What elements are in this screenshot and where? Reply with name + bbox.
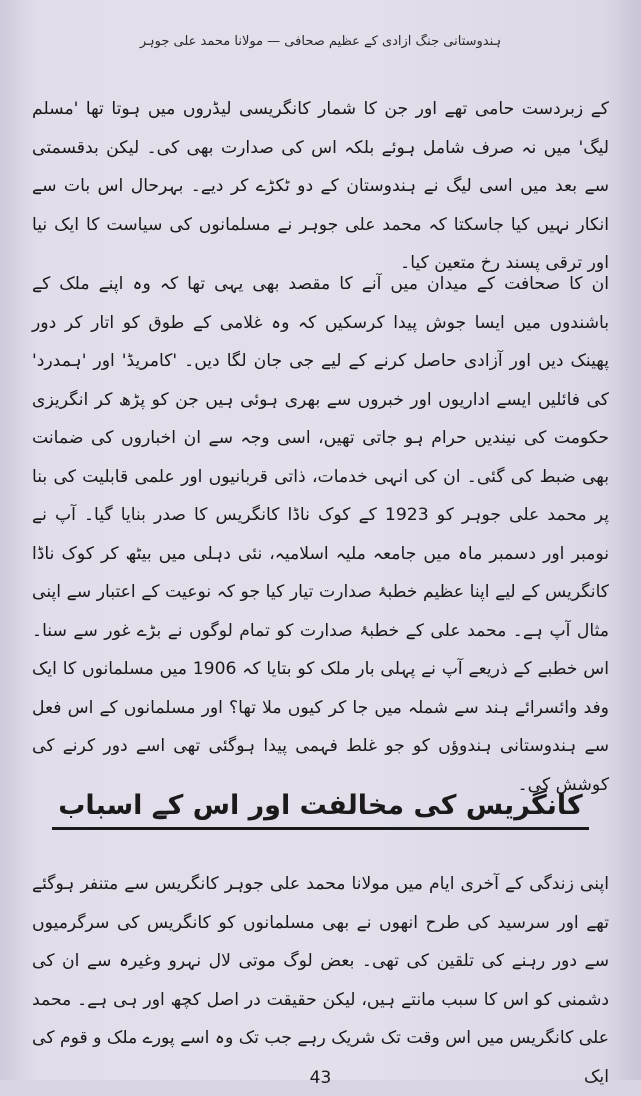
running-header: ہندوستانی جنگ آزادی کے عظیم صحافی — مولانا محمد علی جوہر bbox=[139, 34, 502, 49]
paragraph-2: ان کا صحافت کے میدان میں آنے کا مقصد بھی یہی تھا کہ وہ اپنے ملک کے باشندوں میں ایسا جوش پیدا کرسکیں کہ وہ غلامی کے طوق کو اتار کر دور پھینک دیں اور آزادی حاصل کرنے کے لیے جی جان لگا دیں۔ 'کامریڈ' اور 'ہمدرد' کی فائلیں ایسے اداریوں اور خبروں سے بھری ہوئی ہیں جن کو پڑھ کر انگریزی حکومت کی نیندیں حرام ہو جاتی تھیں، اسی وجہ سے ان اخباروں کی ضمانت بھی ضبط کی گئی۔ ان کی انہی خدمات، ذاتی قربانیوں اور علمی قابلیت کی بنا پر محمد علی جوہر کو 1923 کے کوک ناڈا کانگریس کا صدر بنایا گیا۔ آپ نے نومبر اور دسمبر ماہ میں جامعہ ملیہ اسلامیہ، نئی دہلی میں بیٹھ کر کوک ناڈا کانگریس کے لیے اپنا عظیم خطبۂ صدارت تیار کیا جو کہ نوعیت کے اعتبار سے اپنی مثال آپ ہے۔ محمد علی کے خطبۂ صدارت کو تمام لوگوں نے بڑے غور سے سنا۔ اس خطبے کے ذریعے آپ نے پہلی بار ملک کو بتایا کہ 1906 میں مسلمانوں کا ایک وفد وائسرائے ہند سے شملہ میں جا کر کیوں ملا تھا؟ اور مسلمانوں کے اس فعل سے ہندوستانی ہندوؤں کو جو غلط فہمی پیدا ہوگئی تھی اسے دور کرنے کی کوشش کی۔ bbox=[32, 274, 609, 795]
section-heading-text: کانگریس کی مخالفت اور اس کے اسباب bbox=[52, 790, 588, 830]
page-number: 43 bbox=[309, 1068, 332, 1088]
section-heading bbox=[0, 790, 641, 830]
paragraph-3: اپنی زندگی کے آخری ایام میں مولانا محمد علی جوہر کانگریس سے متنفر ہوگئے تھے اور سرسید کی طرح انھوں نے بھی مسلمانوں کو کانگریس کی سرگرمیوں سے دور رہنے کی تلقین کی تھی۔ بعض لوگ موتی لال نہرو وغیرہ سے ان کی دشمنی کو اس کا سبب مانتے ہیں، لیکن حقیقت در اصل کچھ اور ہی ہے۔ محمد علی کانگریس میں اس وقت تک شریک رہے جب تک وہ اسے پورے ملک و قوم کی ایک bbox=[32, 874, 609, 1087]
paragraph-1: کے زبردست حامی تھے اور جن کا شمار کانگریسی لیڈروں میں ہوتا تھا 'مسلم لیگ' میں نہ صرف شامل ہوئے بلکہ اس کی صدارت بھی کی۔ لیکن بدقسمتی سے بعد میں اسی لیگ نے ہندوستان کے دو ٹکڑے کر دیے۔ بہرحال اس بات سے انکار نہیں کیا جاسکتا کہ محمد علی جوہر نے مسلمانوں کی سیاست کا ایک نیا اور ترقی پسند رخ متعین کیا۔ bbox=[32, 99, 609, 273]
